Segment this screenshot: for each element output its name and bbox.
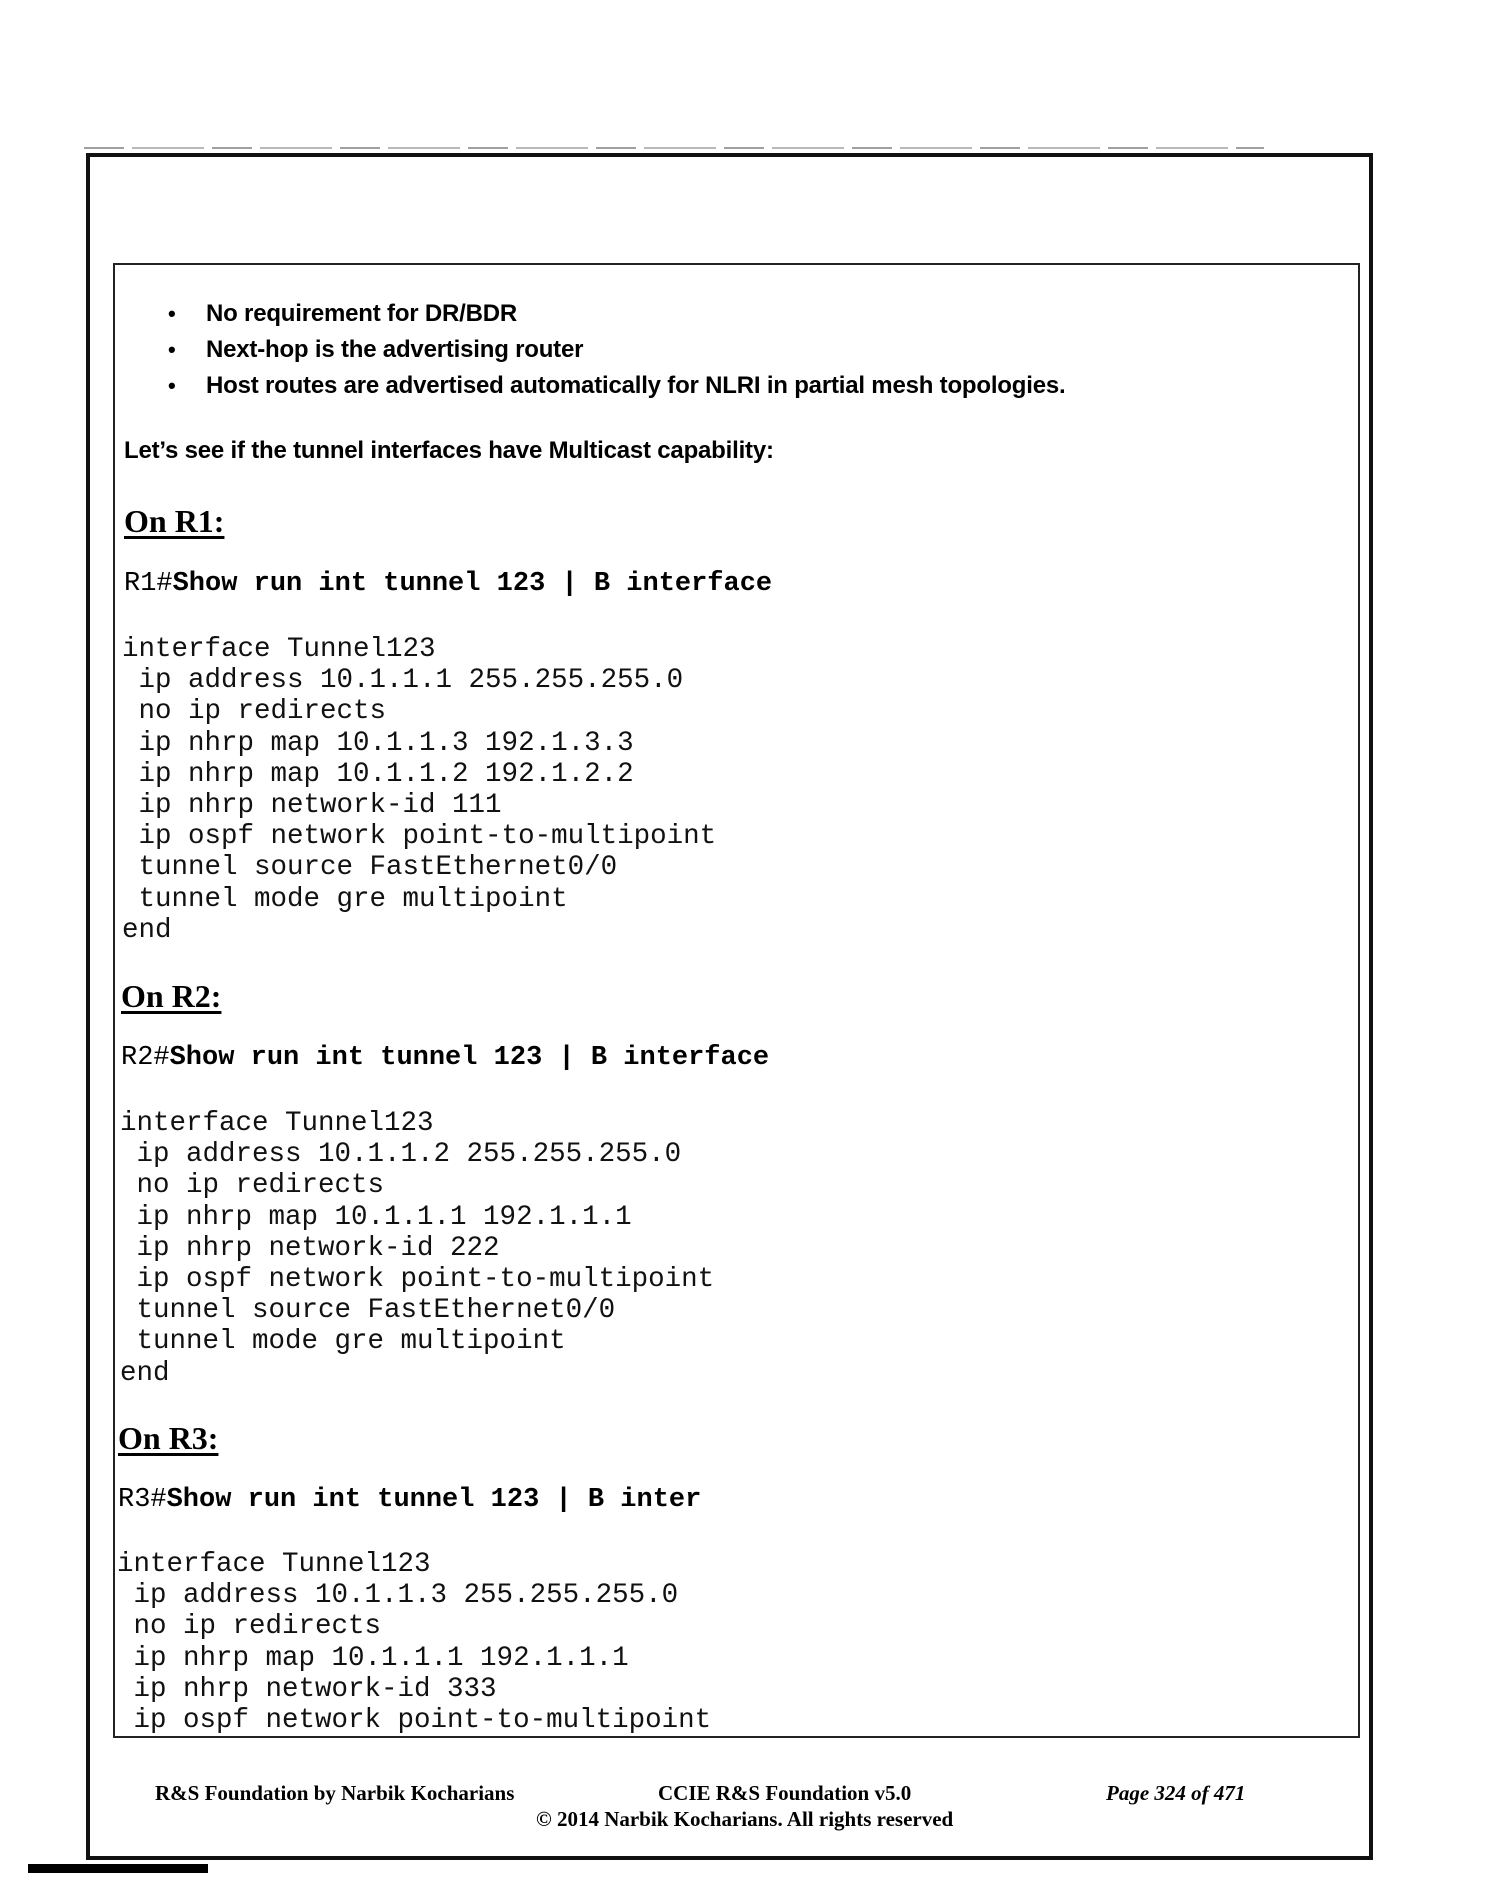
list-item: • No requirement for DR/BDR bbox=[166, 296, 1065, 332]
feature-bullet-list bbox=[166, 296, 1065, 404]
command-line-r2 bbox=[121, 1043, 769, 1073]
prompt: R1# bbox=[124, 569, 173, 599]
section-heading-r1: On R1: bbox=[124, 503, 225, 539]
prompt: R2# bbox=[121, 1043, 170, 1073]
bullet-icon: • bbox=[168, 337, 176, 362]
scan-artifact-bar bbox=[28, 1864, 208, 1873]
command-text: Show run int tunnel 123 | B interface bbox=[172, 569, 773, 599]
list-item: • Host routes are advertised automatically for NLRI in partial mesh topologies. bbox=[166, 368, 1065, 404]
intro-text: Let’s see if the tunnel interfaces have Multicast capability: bbox=[124, 437, 774, 464]
prompt: R3# bbox=[118, 1485, 167, 1515]
section-heading-r2: On R2: bbox=[121, 978, 222, 1014]
code-output-r1: interface Tunnel123 ip address 10.1.1.1 255.255.255.0 no ip redirects ip nhrp map 10.1.1.3 192.1.3.3 ip nhrp map 10.1.1.2 192.1.2.2 ip nhrp network-id 111 ip ospf network point-to-multipoint tunnel source FastEthernet0/0 tunnel mode gre multipoint end bbox=[122, 634, 717, 946]
bullet-icon: • bbox=[168, 301, 176, 326]
command-line-r3 bbox=[118, 1485, 701, 1515]
content-box bbox=[113, 263, 1360, 1738]
page-number: Page 324 of 471 bbox=[1106, 1781, 1246, 1805]
code-output-r2: interface Tunnel123 ip address 10.1.1.2 255.255.255.0 no ip redirects ip nhrp map 10.1.1.1 192.1.1.1 ip nhrp network-id 222 ip ospf network point-to-multipoint tunnel source FastEthernet0/0 tunnel mode gre multipoint end bbox=[120, 1108, 715, 1389]
list-item: • Next-hop is the advertising router bbox=[166, 332, 1065, 368]
command-text: Show run int tunnel 123 | B inter bbox=[166, 1485, 702, 1515]
code-output-r3: interface Tunnel123 ip address 10.1.1.3 255.255.255.0 no ip redirects ip nhrp map 10.1.1.1 192.1.1.1 ip nhrp network-id 333 ip ospf network point-to-multipoint bbox=[117, 1549, 712, 1737]
footer-author: R&S Foundation by Narbik Kocharians bbox=[155, 1781, 515, 1805]
command-text: Show run int tunnel 123 | B interface bbox=[169, 1043, 770, 1073]
scan-artifact-top bbox=[84, 147, 1264, 149]
command-line-r1 bbox=[124, 569, 772, 599]
bullet-icon: • bbox=[168, 373, 176, 398]
section-heading-r3: On R3: bbox=[118, 1420, 219, 1456]
footer-copyright: © 2014 Narbik Kocharians. All rights reserved bbox=[536, 1807, 954, 1831]
